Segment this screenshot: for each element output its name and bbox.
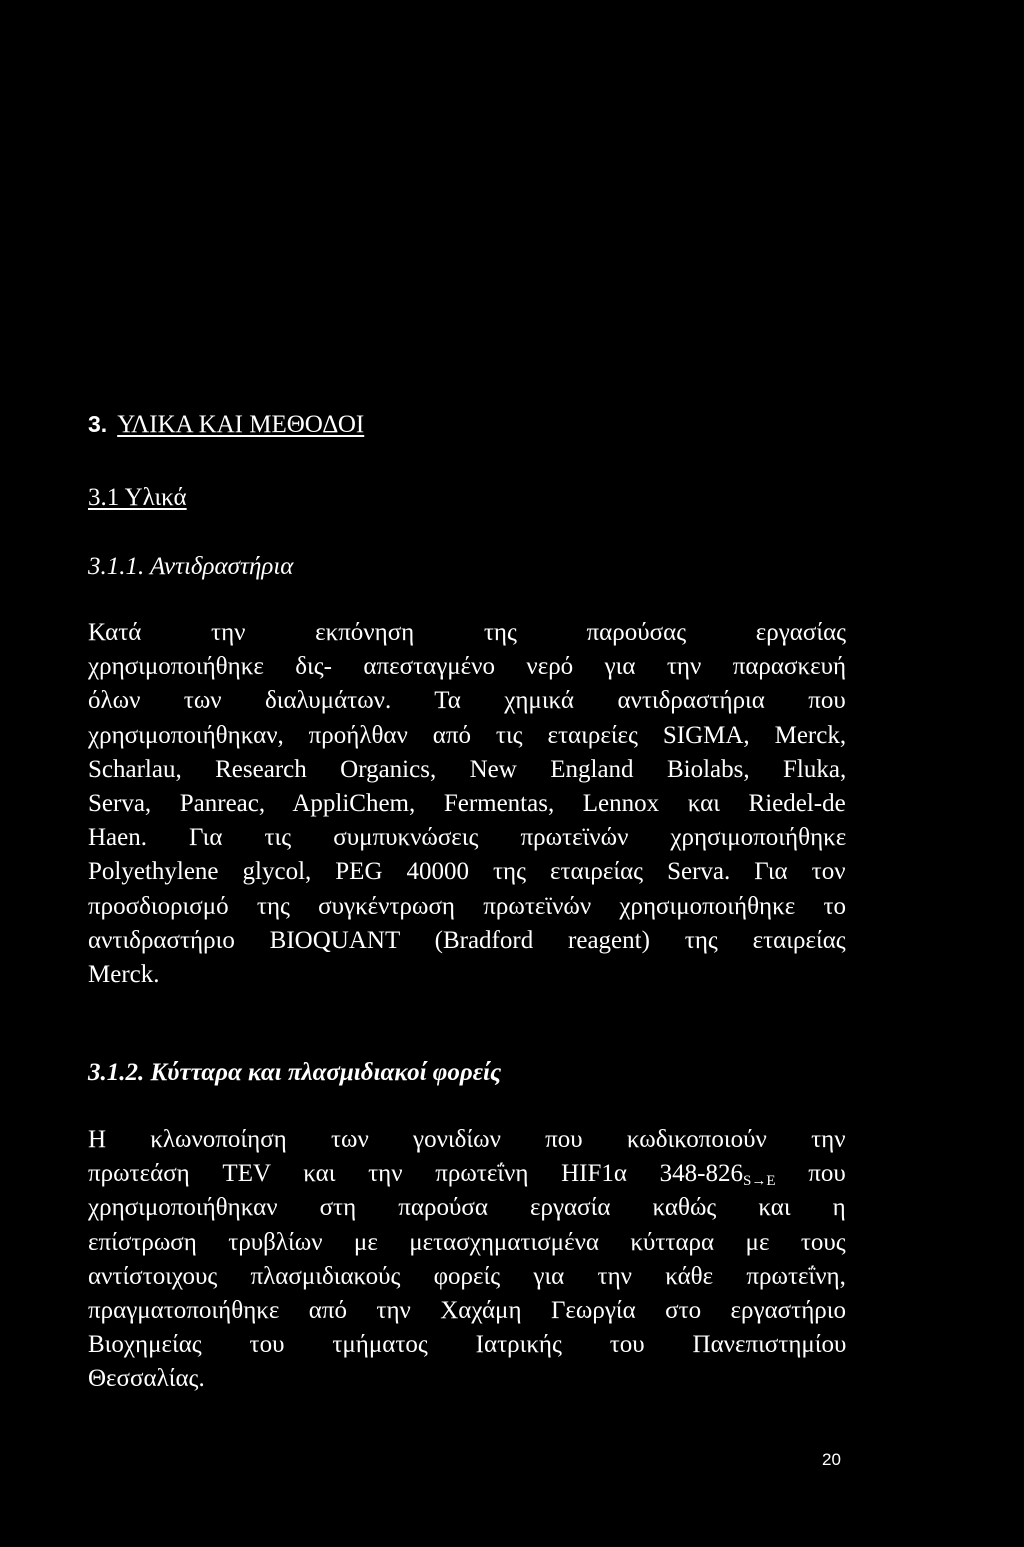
paragraph-line: χρησιμοποιήθηκε δις- απεσταγμένο νερό για την παρασκευή bbox=[88, 653, 847, 681]
paragraph-line: Serva, Panreac, AppliChem, Fermentas, Lennox και Riedel-de bbox=[88, 789, 846, 817]
paragraph-line: Βιοχημείας του τμήματος Ιατρικής του Πανεπιστημίου bbox=[88, 1331, 847, 1359]
section-heading bbox=[88, 478, 187, 518]
paragraph-line: Scharlau, Research Organics, New England Biolabs, Fluka, bbox=[88, 755, 847, 783]
paragraph-line: Polyethylene glycol, PEG 40000 της εταιρείας Serva. Για τον bbox=[88, 858, 846, 886]
page-number: 20 bbox=[822, 1450, 841, 1469]
paragraph-line: πραγματοποιήθηκε από την Χαχάμη Γεωργία στο εργαστήριο bbox=[88, 1296, 846, 1324]
paragraph-line: χρησιμοποιήθηκαν στη παρούσα εργασία καθώς και η bbox=[88, 1194, 846, 1222]
paragraph-cells-plasmids bbox=[88, 1123, 846, 1397]
chapter-number: 3. bbox=[88, 411, 108, 437]
section-label: 3.1 Υλικά bbox=[88, 484, 187, 511]
paragraph-line: Merck. bbox=[88, 960, 160, 988]
subsection-heading-cells-plasmids: 3.1.2. Κύτταρα και πλασμιδιακοί φορείς bbox=[88, 1059, 502, 1086]
paragraph-line: Η κλωνοποίηση των γονιδίων που κωδικοποιούν την bbox=[88, 1126, 846, 1153]
subsection-heading-reagents: 3.1.1. Αντιδραστήρια bbox=[88, 553, 294, 580]
paragraph-line: αντιδραστήριο BIOQUANT (Bradford reagent) της εταιρείας bbox=[88, 926, 846, 954]
paragraph-line: όλων των διαλυμάτων. Τα χημικά αντιδραστήρια που bbox=[88, 687, 846, 715]
paragraph-reagents bbox=[88, 616, 846, 992]
chapter-title: ΥΛΙΚΑ ΚΑΙ ΜΕΘΟΔΟΙ bbox=[117, 411, 365, 438]
line-text: που bbox=[775, 1160, 846, 1188]
paragraph-line: αντίστοιχους πλασμιδιακούς φορείς για την κάθε πρωτεΐνη, bbox=[88, 1262, 846, 1290]
paragraph-line: επίστρωση τρυβλίων με μετασχηματισμένα κύτταρα με τους bbox=[88, 1228, 846, 1256]
paragraph-line-with-subscript bbox=[88, 1157, 846, 1191]
mutation-subscript: S→E bbox=[743, 1173, 776, 1190]
line-text: πρωτεάση TEV και την πρωτεΐνη HIF1α 348-826 bbox=[88, 1160, 743, 1188]
chapter-heading bbox=[88, 404, 364, 445]
paragraph-line: χρησιμοποιήθηκαν, προήλθαν από τις εταιρείες SIGMA, Merck, bbox=[88, 721, 847, 749]
paragraph-line: Θεσσαλίας. bbox=[88, 1365, 205, 1393]
paragraph-line: προσδιορισμό της συγκέντρωση πρωτεϊνών χρησιμοποιήθηκε το bbox=[88, 892, 847, 920]
paragraph-line: Κατά την εκπόνηση της παρούσας εργασίας bbox=[88, 619, 847, 646]
paragraph-line: Haen. Για τις συμπυκνώσεις πρωτεϊνών χρησιμοποιήθηκε bbox=[88, 824, 847, 852]
